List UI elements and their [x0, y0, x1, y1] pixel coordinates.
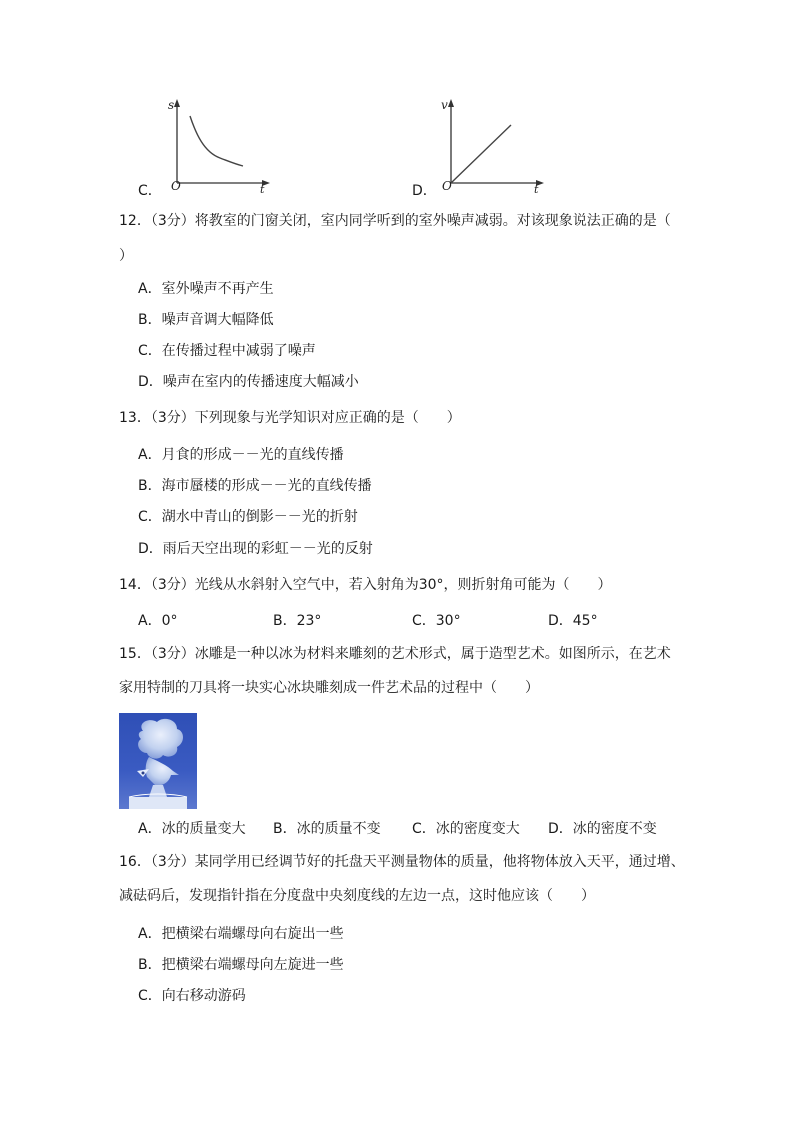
option-c-label: C． — [138, 183, 162, 199]
y-axis-label: v — [441, 98, 448, 112]
question-15-stem-line-1: 15．（3分）冰雕是一种以冰为材料来雕刻的艺术形式，属于造型艺术。如图所示，在艺术 — [119, 646, 671, 662]
ice-sculpture-image — [119, 713, 197, 809]
x-axis-label: t — [534, 183, 539, 196]
question-12-option-c[interactable]: C．在传播过程中减弱了噪声 — [138, 343, 316, 359]
question-16-option-b[interactable]: B．把横梁右端螺母向左旋进一些 — [138, 957, 344, 973]
question-13-stem: 13．（3分）下列现象与光学知识对应正确的是（ ） — [119, 410, 461, 426]
question-15-option-c[interactable]: C．冰的密度变大 — [412, 821, 520, 837]
question-15-option-a[interactable]: A．冰的质量变大 — [138, 821, 246, 837]
option-d-label: D． — [412, 183, 437, 199]
origin-label: O — [171, 179, 181, 193]
question-15-stem-line-2: 家用特制的刀具将一块实心冰块雕刻成一件艺术品的过程中（ ） — [119, 680, 539, 696]
s-t-graph — [160, 94, 280, 198]
question-13-option-b[interactable]: B．海市蜃楼的形成－－光的直线传播 — [138, 478, 372, 494]
question-16-stem-line-2: 减砝码后，发现指针指在分度盘中央刻度线的左边一点，这时他应该（ ） — [119, 888, 595, 904]
question-12-option-b[interactable]: B．噪声音调大幅降低 — [138, 312, 274, 328]
question-14-stem: 14．（3分）光线从水斜射入空气中，若入射角为30°，则折射角可能为（ ） — [119, 577, 612, 593]
question-12-option-d[interactable]: D．噪声在室内的传播速度大幅减小 — [138, 374, 359, 390]
y-axis-label: s — [168, 98, 175, 112]
question-16-stem-line-1: 16．（3分）某同学用已经调节好的托盘天平测量物体的质量，他将物体放入天平，通过增、 — [119, 854, 685, 870]
question-14-option-a[interactable]: A．0° — [138, 613, 178, 629]
question-16-option-a[interactable]: A．把横梁右端螺母向右旋出一些 — [138, 926, 344, 942]
question-13-option-a[interactable]: A．月食的形成－－光的直线传播 — [138, 447, 344, 463]
question-12-option-a[interactable]: A．室外噪声不再产生 — [138, 281, 274, 297]
question-12-stem: 12．（3分）将教室的门窗关闭，室内同学听到的室外噪声减弱。对该现象说法正确的是（ — [119, 213, 671, 229]
question-14-option-b[interactable]: B．23° — [273, 613, 322, 629]
v-t-graph — [434, 94, 554, 198]
x-axis-label: t — [260, 183, 265, 196]
question-15-option-d[interactable]: D．冰的密度不变 — [548, 821, 657, 837]
question-13-option-d[interactable]: D．雨后天空出现的彩虹－－光的反射 — [138, 541, 373, 557]
origin-label: O — [442, 179, 452, 193]
question-16-option-c[interactable]: C．向右移动游码 — [138, 988, 246, 1004]
question-14-option-c[interactable]: C．30° — [412, 613, 461, 629]
question-13-option-c[interactable]: C．湖水中青山的倒影－－光的折射 — [138, 509, 358, 525]
question-15-option-b[interactable]: B．冰的质量不变 — [273, 821, 381, 837]
question-12-stem-continuation: ） — [119, 248, 133, 264]
question-14-option-d[interactable]: D．45° — [548, 613, 598, 629]
